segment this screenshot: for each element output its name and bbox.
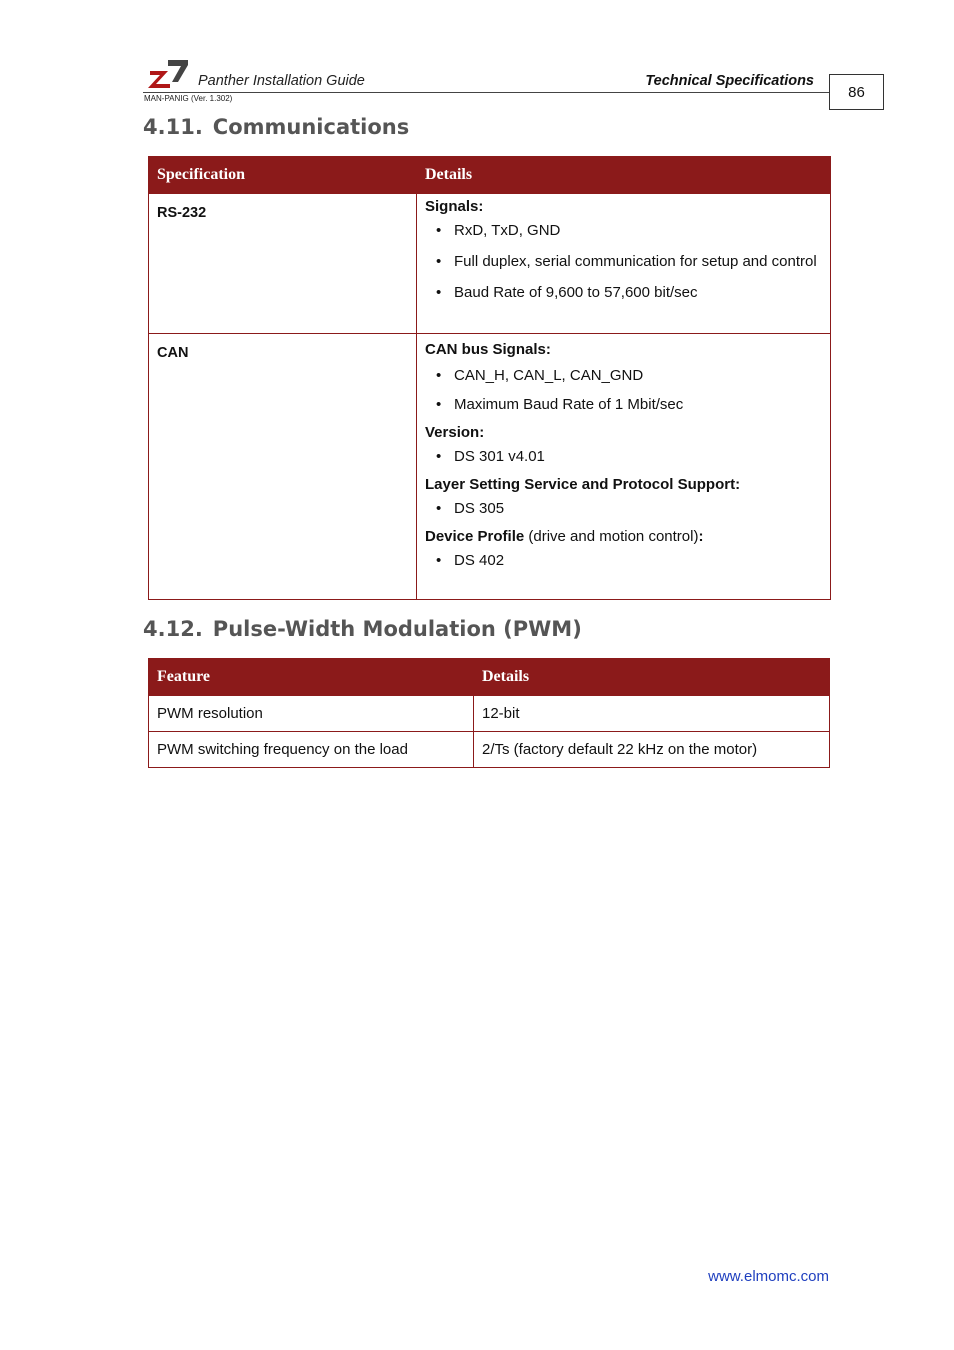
version-list — [425, 445, 822, 469]
list-item: • DS 301 v4.01 — [454, 445, 822, 469]
signals-list — [425, 219, 822, 305]
list-item: • DS 402 — [454, 549, 822, 573]
list-item: • Baud Rate of 9,600 to 57,600 bit/sec — [454, 281, 822, 305]
section-title: Communications — [212, 115, 410, 139]
layer-setting-list — [425, 497, 822, 521]
list-item: • Full duplex, serial communication for setup and control — [454, 250, 822, 274]
pwm-table — [148, 658, 830, 768]
list-item: • Maximum Baud Rate of 1 Mbit/sec — [454, 393, 822, 417]
header-divider — [143, 92, 829, 93]
section-number: 4.12. — [143, 617, 203, 641]
can-bus-signals-list — [425, 364, 822, 417]
communications-table — [148, 156, 831, 600]
header-section-title: Technical Specifications — [645, 73, 814, 89]
list-item: • RxD, TxD, GND — [454, 219, 822, 243]
table-row — [149, 732, 830, 768]
document-title: Panther Installation Guide — [198, 73, 365, 89]
footer-website-link[interactable]: www.elmomc.com — [708, 1268, 829, 1285]
device-profile-title: Device Profile — [425, 528, 525, 545]
layer-setting-label: Layer Setting Service and Protocol Support: — [425, 476, 741, 493]
column-header-specification: Specification — [149, 157, 417, 194]
table-row-can — [149, 334, 831, 600]
details-cell: 2/Ts (factory default 22 kHz on the motor) — [474, 732, 830, 768]
details-cell: 12-bit — [474, 696, 830, 732]
table-header-row — [149, 157, 831, 194]
section-title: Pulse-Width Modulation (PWM) — [212, 617, 582, 641]
feature-cell: PWM resolution — [149, 696, 474, 732]
column-header-details: Details — [417, 157, 831, 194]
version-label: Version: — [425, 424, 485, 441]
spec-cell — [149, 194, 417, 334]
section-number: 4.11. — [143, 115, 203, 139]
spec-cell — [149, 334, 417, 600]
device-profile-list — [425, 549, 822, 573]
spec-name-can: CAN — [157, 345, 189, 361]
section-heading-communications — [143, 115, 409, 139]
device-profile-colon: : — [698, 528, 704, 545]
page-number: 86 — [829, 74, 884, 110]
table-header-row — [149, 659, 830, 696]
elmo-logo-icon — [148, 58, 190, 88]
list-item: • CAN_H, CAN_L, CAN_GND — [454, 364, 822, 388]
table-row-rs232 — [149, 194, 831, 334]
list-item: • DS 305 — [454, 497, 822, 521]
device-profile-label — [425, 527, 822, 547]
table-row — [149, 696, 830, 732]
details-cell — [417, 194, 831, 334]
column-header-feature: Feature — [149, 659, 474, 696]
feature-cell: PWM switching frequency on the load — [149, 732, 474, 768]
column-header-details: Details — [474, 659, 830, 696]
details-cell — [417, 334, 831, 600]
document-id: MAN-PANIG (Ver. 1.302) — [144, 94, 233, 103]
can-bus-signals-label: CAN bus Signals: — [425, 341, 551, 358]
section-heading-pwm — [143, 617, 582, 641]
device-profile-note: (drive and motion control) — [524, 528, 699, 545]
spec-name-rs232: RS-232 — [157, 205, 207, 221]
signals-label: Signals: — [425, 198, 484, 215]
